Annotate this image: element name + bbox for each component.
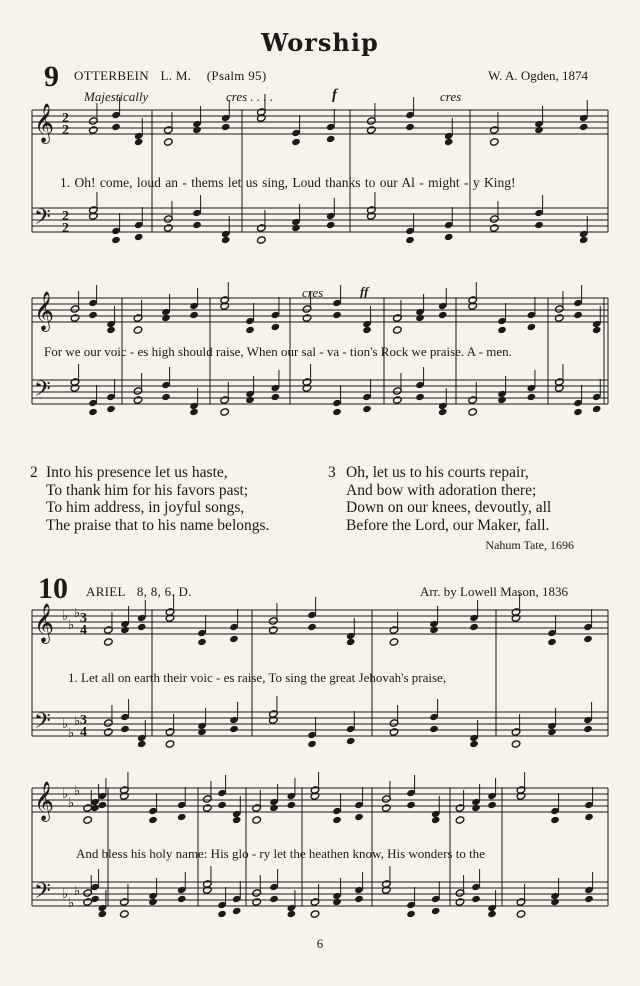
notehead	[497, 396, 507, 404]
flat-sign: ♭	[62, 608, 69, 623]
notehead	[106, 326, 116, 334]
notehead	[438, 311, 448, 319]
notehead	[583, 725, 593, 733]
notehead	[252, 816, 262, 824]
notehead	[88, 311, 98, 319]
dynamic-cres: cres	[302, 285, 324, 300]
notehead	[189, 311, 199, 319]
notehead	[271, 323, 281, 331]
notehead	[406, 910, 416, 918]
notehead	[137, 623, 147, 631]
time-signature: 3	[80, 713, 87, 728]
notehead	[269, 804, 279, 812]
notehead	[415, 393, 425, 401]
notehead	[287, 801, 297, 809]
notehead	[547, 638, 557, 646]
flat-sign: ♭	[62, 886, 69, 901]
bass-clef: 𝄢	[34, 377, 51, 407]
notehead	[161, 393, 171, 401]
notehead	[217, 801, 227, 809]
verse-3-number: 3	[328, 464, 336, 481]
notehead	[229, 635, 239, 643]
notehead	[177, 895, 187, 903]
treble-clef: 𝄞	[34, 103, 55, 143]
notehead	[88, 408, 98, 416]
notehead	[497, 326, 507, 334]
notehead	[217, 910, 227, 918]
flat-sign: ♭	[74, 605, 81, 620]
hymn-9-meter: L. M.	[160, 68, 192, 83]
notehead	[592, 326, 602, 334]
notehead	[579, 123, 589, 131]
notehead	[269, 895, 279, 903]
notehead	[455, 898, 465, 906]
notehead	[165, 740, 175, 748]
hymn-9-psalm: (Psalm 95)	[206, 68, 267, 83]
notehead	[415, 314, 425, 322]
notehead	[516, 910, 526, 918]
flat-sign: ♭	[68, 795, 75, 810]
hymn-10-number: 10	[38, 572, 68, 605]
time-signature: 2	[62, 221, 69, 236]
notehead	[291, 138, 301, 146]
notehead	[232, 816, 242, 824]
notehead	[192, 126, 202, 134]
notehead	[469, 623, 479, 631]
time-signature: 2	[62, 111, 69, 126]
notehead	[382, 804, 392, 812]
notehead	[245, 326, 255, 334]
notehead	[354, 895, 364, 903]
notehead	[382, 886, 392, 894]
notehead	[534, 126, 544, 134]
notehead	[98, 801, 108, 809]
notehead	[148, 898, 158, 906]
notehead	[89, 212, 99, 220]
notehead	[367, 126, 377, 134]
notehead	[310, 792, 320, 800]
hymn-10-lyric-line-2: And bless his holy name: His glo - ry let the heathen know, His wonders to the	[76, 846, 485, 861]
notehead	[70, 314, 80, 322]
notehead	[367, 212, 377, 220]
notehead	[332, 408, 342, 416]
notehead	[111, 236, 121, 244]
notehead	[221, 123, 231, 131]
notehead	[592, 405, 602, 413]
notehead	[161, 314, 171, 322]
notehead	[346, 737, 356, 745]
notehead	[326, 221, 336, 229]
notehead	[165, 614, 175, 622]
notehead	[203, 804, 213, 812]
notehead	[431, 816, 441, 824]
notehead	[487, 910, 497, 918]
notehead	[177, 813, 187, 821]
treble-clef: 𝄞	[34, 781, 55, 821]
notehead	[490, 224, 500, 232]
hymn-10-tune-name: ARIEL	[86, 584, 126, 599]
hymn-10-meter: 8, 8, 6. D.	[136, 584, 192, 599]
notehead	[133, 396, 143, 404]
notehead	[555, 314, 565, 322]
notehead	[192, 221, 202, 229]
notehead	[527, 323, 537, 331]
time-signature: 3	[80, 611, 87, 626]
notehead	[389, 638, 399, 646]
notehead	[120, 626, 130, 634]
notehead	[83, 898, 93, 906]
notehead	[302, 384, 312, 392]
dynamic-cres: cres . . . .	[226, 89, 274, 104]
notehead	[455, 816, 465, 824]
verse-3-text: Oh, let us to his courts repair, And bow with adoration there; Down on our knees, devoutly, all Before the Lord, our Maker, fall.	[346, 464, 552, 534]
notehead	[547, 728, 557, 736]
notehead	[511, 614, 521, 622]
notehead	[471, 804, 481, 812]
notehead	[134, 138, 144, 146]
notehead	[534, 221, 544, 229]
notehead	[197, 638, 207, 646]
notehead	[444, 138, 454, 146]
flat-sign: ♭	[68, 895, 75, 910]
notehead	[307, 623, 317, 631]
flat-sign: ♭	[74, 783, 81, 798]
notehead	[269, 716, 279, 724]
words-credit: Nahum Tate, 1696	[485, 538, 574, 552]
time-signature: 4	[80, 725, 87, 740]
notehead	[584, 895, 594, 903]
notehead	[221, 236, 231, 244]
hymn-9-lyric-line-2: For we our voic - es high should raise, When our sal - va - tion's Rock we praise. A - men.	[44, 344, 512, 359]
notehead	[307, 740, 317, 748]
notehead	[164, 224, 174, 232]
notehead	[573, 311, 583, 319]
notehead	[405, 236, 415, 244]
verse-2-number: 2	[30, 464, 38, 481]
notehead	[98, 910, 108, 918]
flat-sign: ♭	[68, 725, 75, 740]
notehead	[104, 638, 114, 646]
notehead	[189, 408, 199, 416]
time-signature: 2	[62, 209, 69, 224]
dynamic-cres: cres	[440, 89, 462, 104]
notehead	[550, 816, 560, 824]
hymn-9-tune-name: OTTERBEIN	[74, 68, 149, 83]
notehead	[573, 408, 583, 416]
notehead	[579, 236, 589, 244]
notehead	[429, 725, 439, 733]
notehead	[583, 635, 593, 643]
notehead	[469, 740, 479, 748]
notehead	[134, 233, 144, 241]
hymn-9-lyric-line-1: 1. Oh! come, loud an - thems let us sing, Loud thanks to our Al - might - y King!	[60, 175, 516, 190]
notehead	[468, 302, 478, 310]
notehead	[232, 907, 242, 915]
notehead	[104, 728, 114, 736]
notehead	[120, 910, 130, 918]
bass-clef: 𝄢	[34, 205, 51, 235]
notehead	[405, 123, 415, 131]
notehead	[346, 638, 356, 646]
dynamic-fortissimo: ff	[360, 284, 369, 299]
notehead	[133, 326, 143, 334]
notehead	[291, 224, 301, 232]
page-title: Worship	[261, 28, 379, 57]
treble-clef: 𝄞	[34, 603, 55, 643]
notehead	[406, 801, 416, 809]
notehead	[148, 816, 158, 824]
notehead	[468, 408, 478, 416]
notehead	[120, 792, 130, 800]
notehead	[70, 384, 80, 392]
notehead	[332, 311, 342, 319]
page-number: 6	[316, 936, 324, 951]
notehead	[220, 408, 230, 416]
notehead	[326, 135, 336, 143]
flat-sign: ♭	[68, 617, 75, 632]
notehead	[89, 126, 99, 134]
notehead	[584, 813, 594, 821]
dynamic-forte: f	[332, 87, 337, 103]
notehead	[438, 408, 448, 416]
notehead	[389, 728, 399, 736]
notehead	[164, 138, 174, 146]
notehead	[516, 792, 526, 800]
notehead	[555, 384, 565, 392]
flat-sign: ♭	[62, 786, 69, 801]
notehead	[137, 740, 147, 748]
notehead	[310, 910, 320, 918]
notehead	[257, 236, 267, 244]
notehead	[271, 393, 281, 401]
flat-sign: ♭	[74, 713, 81, 728]
notehead	[487, 801, 497, 809]
notehead	[269, 626, 279, 634]
notehead	[83, 816, 93, 824]
notehead	[471, 895, 481, 903]
notehead	[393, 396, 403, 404]
notehead	[257, 114, 267, 122]
notehead	[332, 816, 342, 824]
bass-clef: 𝄢	[34, 879, 51, 909]
notehead	[429, 626, 439, 634]
hymn-10-arranger: Arr. by Lowell Mason, 1836	[419, 584, 568, 599]
notehead	[362, 326, 372, 334]
tempo-marking: Majestically	[84, 89, 149, 104]
notehead	[106, 405, 116, 413]
hymn-10-lyric-line-1: 1. Let all on earth their voic - es raise, To sing the great Jehovah's praise,	[68, 670, 447, 685]
flat-sign: ♭	[62, 716, 69, 731]
notehead	[550, 898, 560, 906]
notehead	[120, 725, 130, 733]
verse-2-text: Into his presence let us haste, To thank him for his favors past; To him address, in joyful songs, The praise that to his name belongs.	[46, 464, 270, 534]
notehead	[111, 123, 121, 131]
treble-clef: 𝄞	[34, 291, 55, 331]
notehead	[362, 405, 372, 413]
notehead	[229, 725, 239, 733]
bass-clef: 𝄢	[34, 709, 51, 739]
notehead	[354, 813, 364, 821]
notehead	[302, 314, 312, 322]
notehead	[511, 740, 521, 748]
notehead	[490, 138, 500, 146]
notehead	[393, 326, 403, 334]
notehead	[527, 393, 537, 401]
hymn-9-composer: W. A. Ogden, 1874	[488, 68, 588, 83]
notehead	[203, 886, 213, 894]
notehead	[332, 898, 342, 906]
notehead	[287, 910, 297, 918]
notehead	[197, 728, 207, 736]
notehead	[444, 233, 454, 241]
time-signature: 2	[62, 123, 69, 138]
notehead	[245, 396, 255, 404]
notehead	[431, 907, 441, 915]
flat-sign: ♭	[74, 883, 81, 898]
time-signature: 4	[80, 623, 87, 638]
hymn-9-number: 9	[44, 60, 59, 93]
notehead	[220, 302, 230, 310]
notehead	[252, 898, 262, 906]
